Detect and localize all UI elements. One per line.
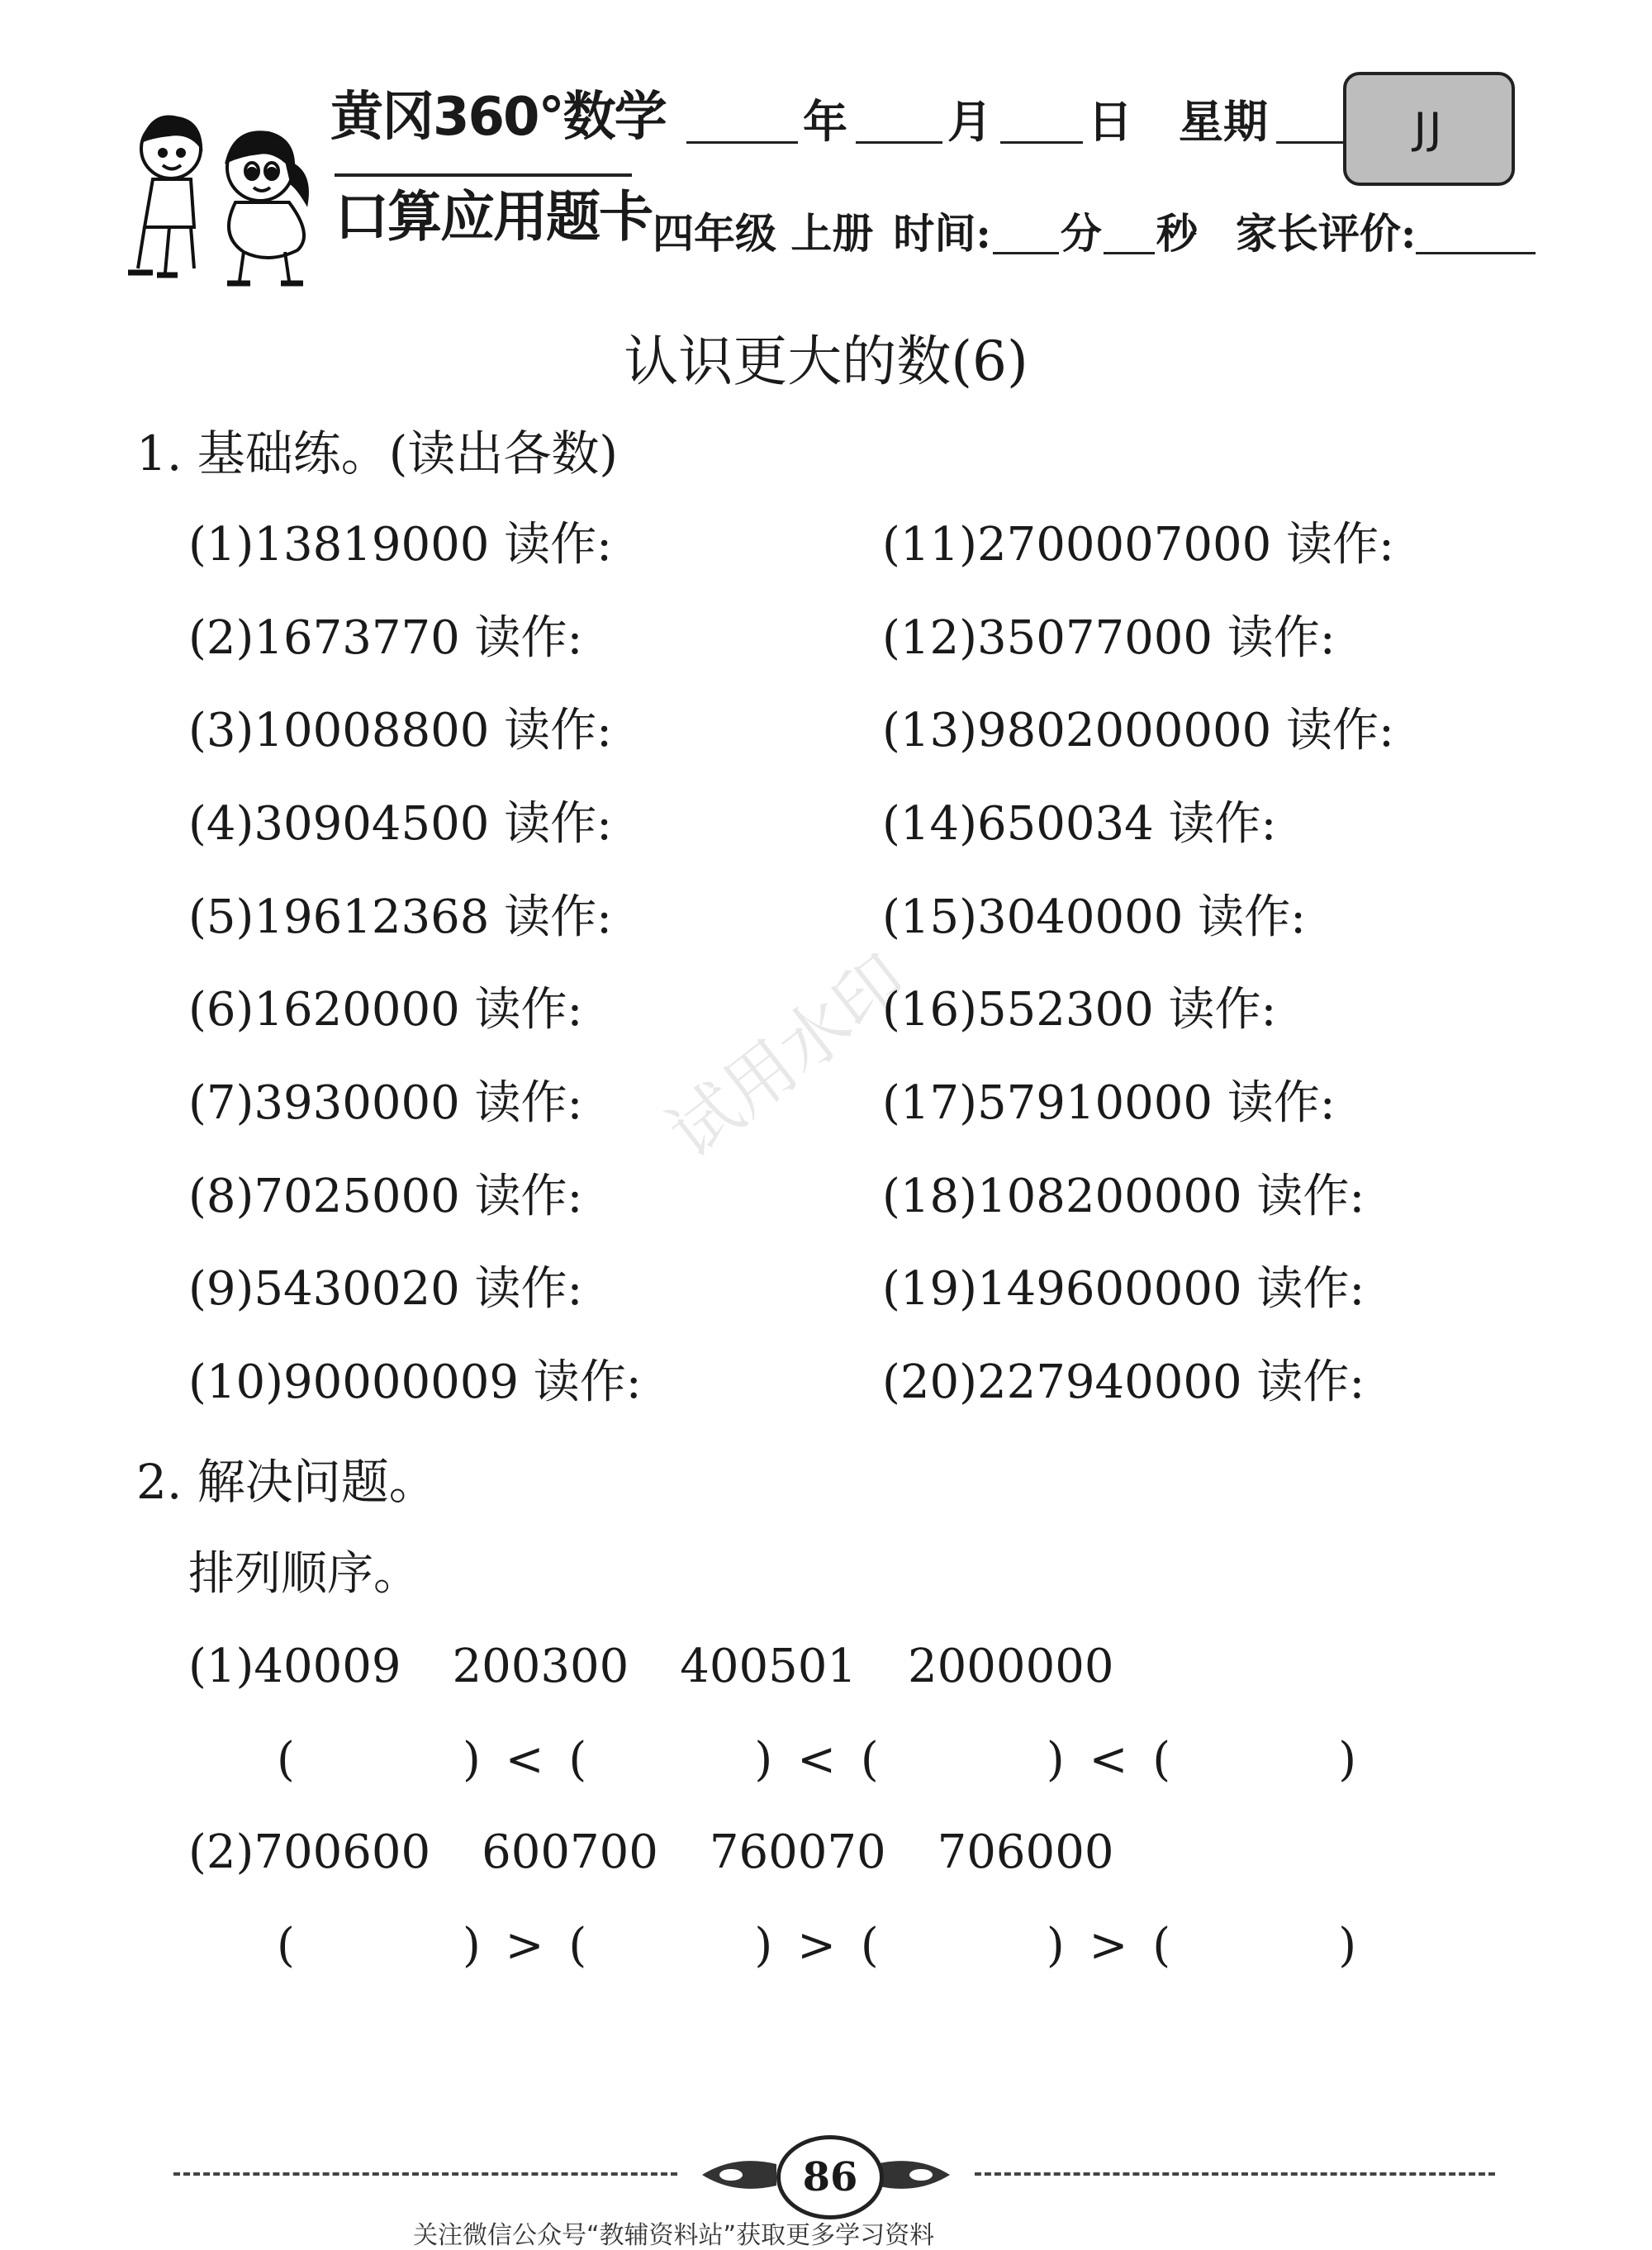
brand-title: 黄冈360°数学 <box>330 87 666 148</box>
answer-blank[interactable]: ( <box>860 1733 879 1787</box>
question-19: (19)149600000 读作: <box>882 1262 1365 1316</box>
answer-blank[interactable]: ( <box>860 1919 879 1972</box>
question-20: (20)227940000 读作: <box>882 1355 1365 1409</box>
answer-blank-close: ) <box>754 1733 773 1787</box>
order-q2-number: 706000 <box>937 1825 1114 1879</box>
question-1: (1)13819000 读作: <box>188 518 613 572</box>
minute-label: 分 <box>1060 209 1102 258</box>
answer-blank-close: ) <box>1338 1919 1357 1972</box>
brand-subtitle: 口算应用题卡 <box>335 185 652 249</box>
order-q1-number: 40009 <box>254 1640 401 1693</box>
info-line <box>653 209 1536 258</box>
answer-blank[interactable]: ( <box>1152 1919 1171 1972</box>
grade-label: 四年级 上册 <box>653 209 874 258</box>
question-8: (8)7025000 读作: <box>188 1170 583 1223</box>
question-18: (18)108200000 读作: <box>882 1170 1365 1223</box>
footer-note: 关注微信公众号“教辅资料站”获取更多学习资料 <box>413 2221 935 2250</box>
question-13: (13)9802000000 读作: <box>882 704 1394 757</box>
answer-blank-close: ) <box>463 1919 481 1972</box>
answer-blank-close: ) <box>1046 1919 1065 1972</box>
order-answer-2 <box>277 1919 1357 1972</box>
section2-subheading: 排列顺序。 <box>188 1547 420 1601</box>
question-5: (5)19612368 读作: <box>188 890 613 944</box>
page-title: 认识更大的数(6) <box>624 330 1028 393</box>
question-6: (6)1620000 读作: <box>188 983 583 1037</box>
order-q2-number: 760070 <box>709 1825 886 1879</box>
order-q1-number: 400501 <box>680 1640 857 1693</box>
day-label: 日 <box>1088 95 1132 148</box>
order-q1-sign: < <box>505 1733 544 1787</box>
footer-divider-right <box>975 2172 1495 2176</box>
time-label: 时间: <box>893 209 991 258</box>
question-17: (17)57910000 读作: <box>882 1076 1336 1130</box>
question-14: (14)650034 读作: <box>882 797 1277 851</box>
question-11: (11)2700007000 读作: <box>882 518 1394 572</box>
order-question-1 <box>188 1640 1165 1693</box>
weekday-label: 星期 <box>1179 95 1268 148</box>
question-9: (9)5430020 读作: <box>188 1262 583 1316</box>
question-7: (7)3930000 读作: <box>188 1076 583 1130</box>
question-4: (4)30904500 读作: <box>188 797 613 851</box>
order-q2-prefix: (2) <box>188 1825 254 1879</box>
month-label: 月 <box>947 95 992 148</box>
question-10: (10)90000009 读作: <box>188 1355 642 1409</box>
page-number: 86 <box>776 2135 884 2219</box>
question-16: (16)552300 读作: <box>882 983 1277 1037</box>
order-q1-sign: < <box>797 1733 836 1787</box>
order-q2-sign: > <box>1089 1919 1128 1972</box>
footer-divider-left <box>173 2172 677 2176</box>
month-blank[interactable] <box>856 103 942 144</box>
section1-heading: 1. 基础练。(读出各数) <box>136 425 619 482</box>
answer-blank[interactable]: ( <box>1152 1733 1171 1787</box>
order-q1-number: 2000000 <box>908 1640 1114 1693</box>
section2-heading: 2. 解决问题。 <box>136 1454 437 1510</box>
question-15: (15)3040000 读作: <box>882 890 1307 944</box>
answer-blank-close: ) <box>1338 1733 1357 1787</box>
year-blank[interactable] <box>686 103 798 144</box>
answer-blank[interactable]: ( <box>568 1733 587 1787</box>
watermark: 试用水印 <box>653 939 923 1175</box>
order-answer-1 <box>277 1733 1357 1787</box>
order-question-2 <box>188 1825 1165 1879</box>
question-3: (3)10008800 读作: <box>188 704 613 757</box>
order-q1-sign: < <box>1089 1733 1128 1787</box>
children-illustration <box>120 103 322 293</box>
question-2: (2)1673770 读作: <box>188 611 583 665</box>
order-q1-number: 200300 <box>452 1640 629 1693</box>
date-line <box>681 95 1359 148</box>
order-q2-number: 600700 <box>482 1825 658 1879</box>
answer-blank[interactable]: ( <box>568 1919 587 1972</box>
order-q1-prefix: (1) <box>188 1640 254 1693</box>
answer-blank[interactable]: ( <box>277 1919 295 1972</box>
answer-blank-close: ) <box>1046 1733 1065 1787</box>
parent-eval-label: 家长评价: <box>1235 209 1417 258</box>
order-q2-number: 700600 <box>254 1825 431 1879</box>
minute-blank[interactable] <box>993 217 1059 254</box>
second-blank[interactable] <box>1104 217 1155 254</box>
edition-badge: JJ <box>1343 72 1515 186</box>
second-label: 秒 <box>1156 209 1198 258</box>
day-blank[interactable] <box>1000 103 1083 144</box>
answer-blank-close: ) <box>754 1919 773 1972</box>
order-q2-sign: > <box>505 1919 544 1972</box>
parent-eval-blank[interactable] <box>1416 217 1536 254</box>
answer-blank[interactable]: ( <box>277 1733 295 1787</box>
question-12: (12)35077000 读作: <box>882 611 1336 665</box>
order-q2-sign: > <box>797 1919 836 1972</box>
answer-blank-close: ) <box>463 1733 481 1787</box>
year-label: 年 <box>803 95 847 148</box>
brand-underline <box>335 173 632 177</box>
